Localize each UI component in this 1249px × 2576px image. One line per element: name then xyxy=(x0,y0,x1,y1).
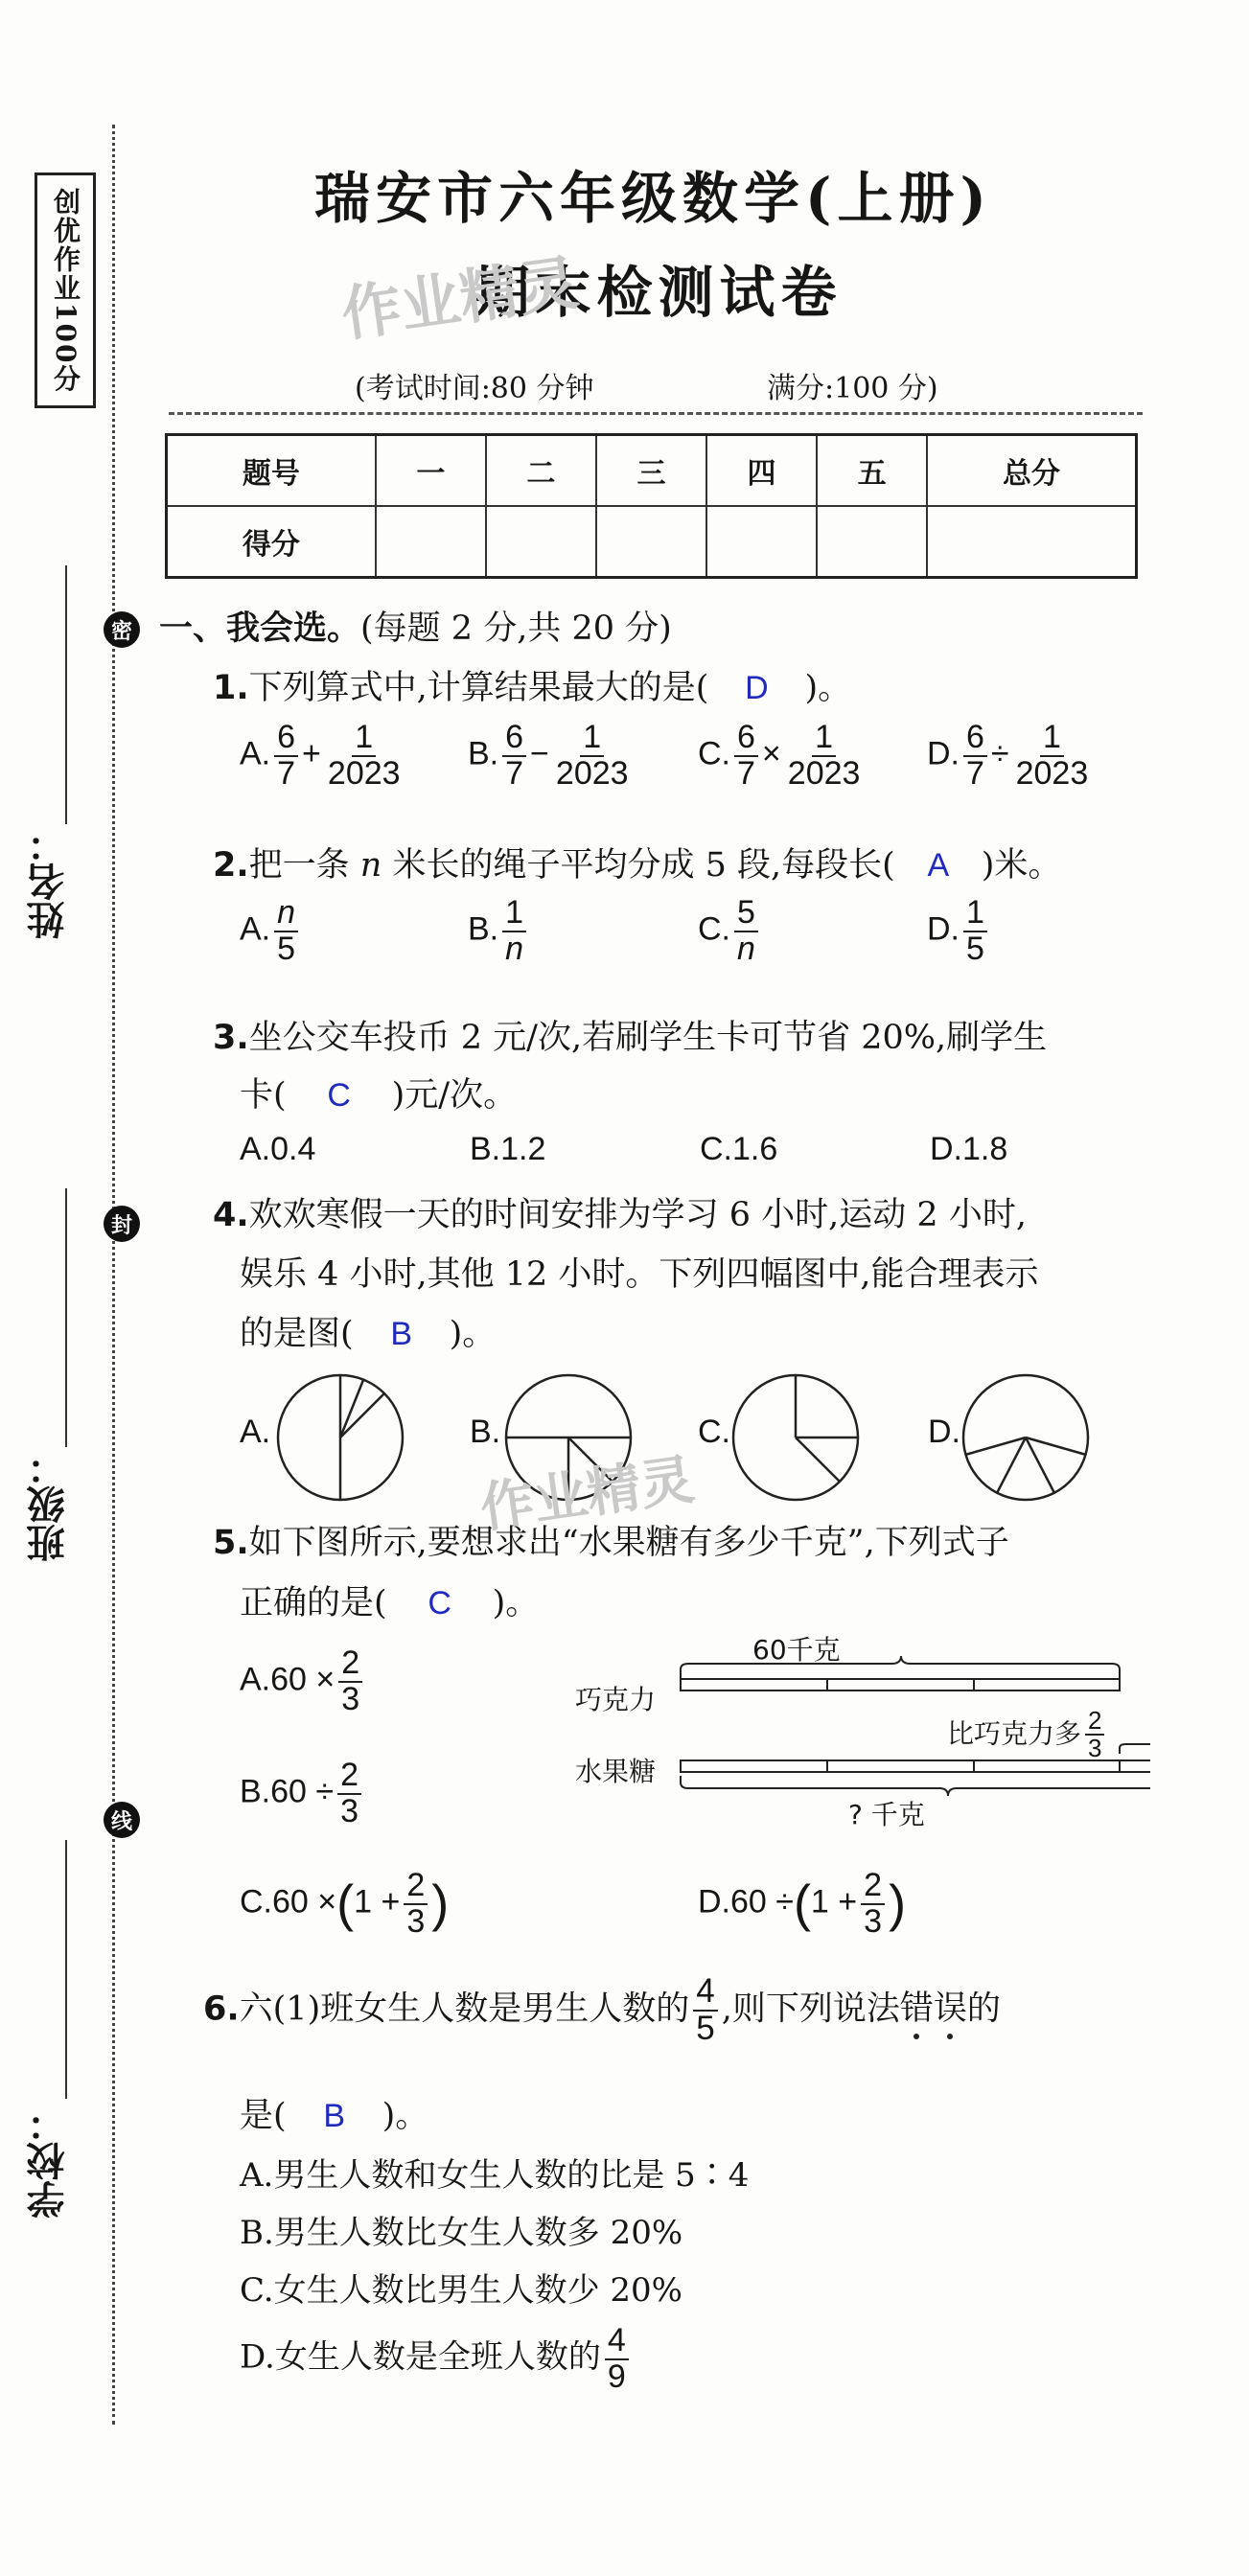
question-3-line2: 卡( C )元/次。 xyxy=(240,1076,518,1115)
watermark: 作业精灵 xyxy=(476,1448,699,1541)
score-cell[interactable] xyxy=(706,506,817,578)
fraction: $\frac{1}{2023}$ xyxy=(555,719,629,792)
score-cell[interactable] xyxy=(486,506,596,578)
q6-option-d[interactable]: D.女生人数是全班人数的 $\frac{4}{9}$ xyxy=(240,2324,633,2394)
q1-option-d[interactable] xyxy=(927,721,1095,791)
fraction: $\frac{1}{2023}$ xyxy=(327,719,401,792)
school-label: 学校： xyxy=(27,2104,71,2219)
pie-c[interactable] xyxy=(729,1370,863,1505)
diagram-right-label: 比巧克力多 $\frac{2}{3}$ xyxy=(947,1708,1108,1762)
q3-option-c[interactable]: C.1.6 xyxy=(700,1131,778,1167)
name-label: 姓名： xyxy=(27,824,71,939)
question-6: 6.六(1)班女生人数是男生人数的 $\frac{4}{5}$ ,则下列说法错误的 xyxy=(203,1972,1001,2047)
question-2 xyxy=(213,839,1061,886)
answer-blank[interactable]: C xyxy=(428,1585,451,1622)
class-line xyxy=(65,1188,67,1447)
question-text: 下列算式中,计算结果最大的是( xyxy=(248,669,709,707)
divider xyxy=(169,412,1143,415)
operator: + xyxy=(302,735,321,772)
question-tail: )米。 xyxy=(981,846,1062,885)
question-text: 米长的绳子平均分成 5 段,每段长( xyxy=(382,846,895,885)
q4-option-c-label[interactable]: C. xyxy=(698,1414,730,1450)
question-5 xyxy=(213,1516,1009,1564)
q5-option-b[interactable]: B.60 ÷ $\frac{2}{3}$ xyxy=(240,1759,365,1828)
q2-option-a[interactable]: A. $\frac{n}{5}$ xyxy=(240,896,302,966)
fraction: $\frac{6}{7}$ xyxy=(963,721,987,791)
pie-d[interactable] xyxy=(959,1370,1093,1505)
q5-option-d[interactable]: D.60 ÷(1 + $\frac{2}{3}$ ) xyxy=(698,1867,907,1940)
section-note: (每题 2 分,共 20 分) xyxy=(360,610,672,648)
score-cell[interactable] xyxy=(927,506,1136,578)
name-line xyxy=(65,565,67,824)
q2-option-b[interactable]: B. $\frac{1}{n}$ xyxy=(468,896,530,966)
option-label: C. xyxy=(698,735,730,772)
question-4-line3: 的是图( B )。 xyxy=(240,1315,497,1353)
question-text: ,则下列说法 xyxy=(721,1990,900,2029)
answer-blank[interactable]: C xyxy=(327,1077,351,1114)
question-number: 5. xyxy=(213,1524,249,1562)
option-label: D. xyxy=(927,735,960,772)
diagram-top-label: 60千克 xyxy=(752,1634,841,1666)
operator: × xyxy=(761,735,781,772)
section-title: 我会选。 xyxy=(226,610,361,648)
question-3 xyxy=(213,1011,1047,1059)
seal-feng: 封 xyxy=(104,1206,140,1242)
question-text: 坐公交车投币 2 元/次,若刷学生卡可节省 20%,刷学生 xyxy=(248,1019,1048,1057)
q3-option-d[interactable]: D.1.8 xyxy=(930,1131,1008,1167)
question-number: 4. xyxy=(213,1196,249,1234)
question-number: 2. xyxy=(213,846,249,885)
answer-blank[interactable]: D xyxy=(745,670,769,706)
answer-blank[interactable]: A xyxy=(927,847,950,884)
question-text: 如下图所示,要想求出“水果糖有多少千克”,下列式子 xyxy=(248,1524,1009,1562)
class-label: 班级： xyxy=(27,1447,71,1562)
question-text: 把一条 xyxy=(248,846,360,885)
q5-option-c[interactable]: C.60 ×(1 + $\frac{2}{3}$ ) xyxy=(240,1867,450,1940)
seal-xian: 线 xyxy=(104,1802,140,1838)
score-cell[interactable] xyxy=(376,506,486,578)
page-title: 瑞安市六年级数学(上册) xyxy=(314,166,992,231)
score-header: 题号 xyxy=(167,435,376,507)
score-header: 四 xyxy=(706,435,817,507)
q6-option-c[interactable]: C.女生人数比男生人数少 20% xyxy=(240,2271,682,2310)
section-number: 一、 xyxy=(159,610,227,648)
score-header: 五 xyxy=(817,435,927,507)
fraction: $\frac{6}{7}$ xyxy=(734,721,758,791)
pie-a[interactable] xyxy=(273,1370,407,1505)
q4-option-d-label[interactable]: D. xyxy=(928,1414,960,1450)
full-score: 满分:100 分) xyxy=(767,372,938,405)
score-cell[interactable] xyxy=(596,506,706,578)
question-5-line2: 正确的是( C )。 xyxy=(240,1584,540,1622)
brand-label: 创优作业100分 xyxy=(35,172,96,408)
answer-blank[interactable]: B xyxy=(323,2098,345,2134)
question-4-line2: 娱乐 4 小时,其他 12 小时。下列四幅图中,能合理表示 xyxy=(240,1255,1039,1294)
score-header: 二 xyxy=(486,435,596,507)
score-table xyxy=(165,433,1138,579)
score-header: 三 xyxy=(596,435,706,507)
question-text: 六(1)班女生人数是男生人数的 xyxy=(239,1990,690,2029)
diagram-row-chocolate: 巧克力 xyxy=(575,1684,657,1715)
fraction: $\frac{6}{7}$ xyxy=(274,721,298,791)
score-cell[interactable] xyxy=(817,506,927,578)
q1-option-a[interactable] xyxy=(240,721,407,791)
score-header: 一 xyxy=(376,435,486,507)
score-row-label: 得分 xyxy=(167,506,376,578)
fraction: $\frac{1}{2023}$ xyxy=(1015,719,1089,792)
q6-option-a[interactable]: A.男生人数和女生人数的比是 5∶4 xyxy=(240,2156,750,2195)
variable: n xyxy=(359,846,382,885)
question-6-line2: 是( B )。 xyxy=(240,2097,429,2135)
option-label: B. xyxy=(468,735,499,772)
exam-time: (考试时间:80 分钟 xyxy=(355,372,594,405)
emphasis-char: 误 xyxy=(934,1982,967,2030)
question-number: 3. xyxy=(213,1019,249,1057)
score-header: 总分 xyxy=(927,435,1136,507)
q4-option-b-label[interactable]: B. xyxy=(470,1414,501,1450)
fraction: $\frac{1}{2023}$ xyxy=(787,719,861,792)
q1-option-b[interactable] xyxy=(468,721,636,791)
page-subtitle: 期末检测试卷 xyxy=(474,260,843,325)
q1-option-c[interactable] xyxy=(698,721,867,791)
watermark: 作业精灵 xyxy=(336,247,583,350)
q6-option-b[interactable]: B.男生人数比女生人数多 20% xyxy=(240,2214,683,2252)
seal-mi: 密 xyxy=(104,611,140,648)
diagram-bottom-label: ? 千克 xyxy=(848,1799,925,1830)
section-heading xyxy=(159,602,672,650)
q2-option-d[interactable]: D. $\frac{1}{5}$ xyxy=(927,896,991,966)
school-line xyxy=(65,1840,67,2099)
answer-blank[interactable]: B xyxy=(390,1316,412,1352)
q2-option-c[interactable]: C. $\frac{5}{n}$ xyxy=(698,896,762,966)
fraction: $\frac{6}{7}$ xyxy=(502,721,526,791)
option-label: A. xyxy=(240,735,271,772)
question-1 xyxy=(213,661,851,709)
emphasis-char: 错 xyxy=(900,1982,934,2030)
q5-option-a[interactable]: A.60 × $\frac{2}{3}$ xyxy=(240,1646,366,1716)
q4-option-a-label[interactable]: A. xyxy=(240,1414,271,1450)
diagram-row-candy: 水果糖 xyxy=(575,1756,657,1787)
q3-option-a[interactable]: A.0.4 xyxy=(240,1131,316,1167)
question-number: 6. xyxy=(203,1990,240,2029)
operator: − xyxy=(530,735,549,772)
binding-dotted-line xyxy=(112,125,115,2425)
q3-option-b[interactable]: B.1.2 xyxy=(470,1131,546,1167)
question-4 xyxy=(213,1188,1027,1236)
question-text: 欢欢寒假一天的时间安排为学习 6 小时,运动 2 小时, xyxy=(248,1196,1027,1234)
question-number: 1. xyxy=(213,669,249,707)
operator: ÷ xyxy=(990,735,1009,772)
question-tail: )。 xyxy=(804,669,852,707)
